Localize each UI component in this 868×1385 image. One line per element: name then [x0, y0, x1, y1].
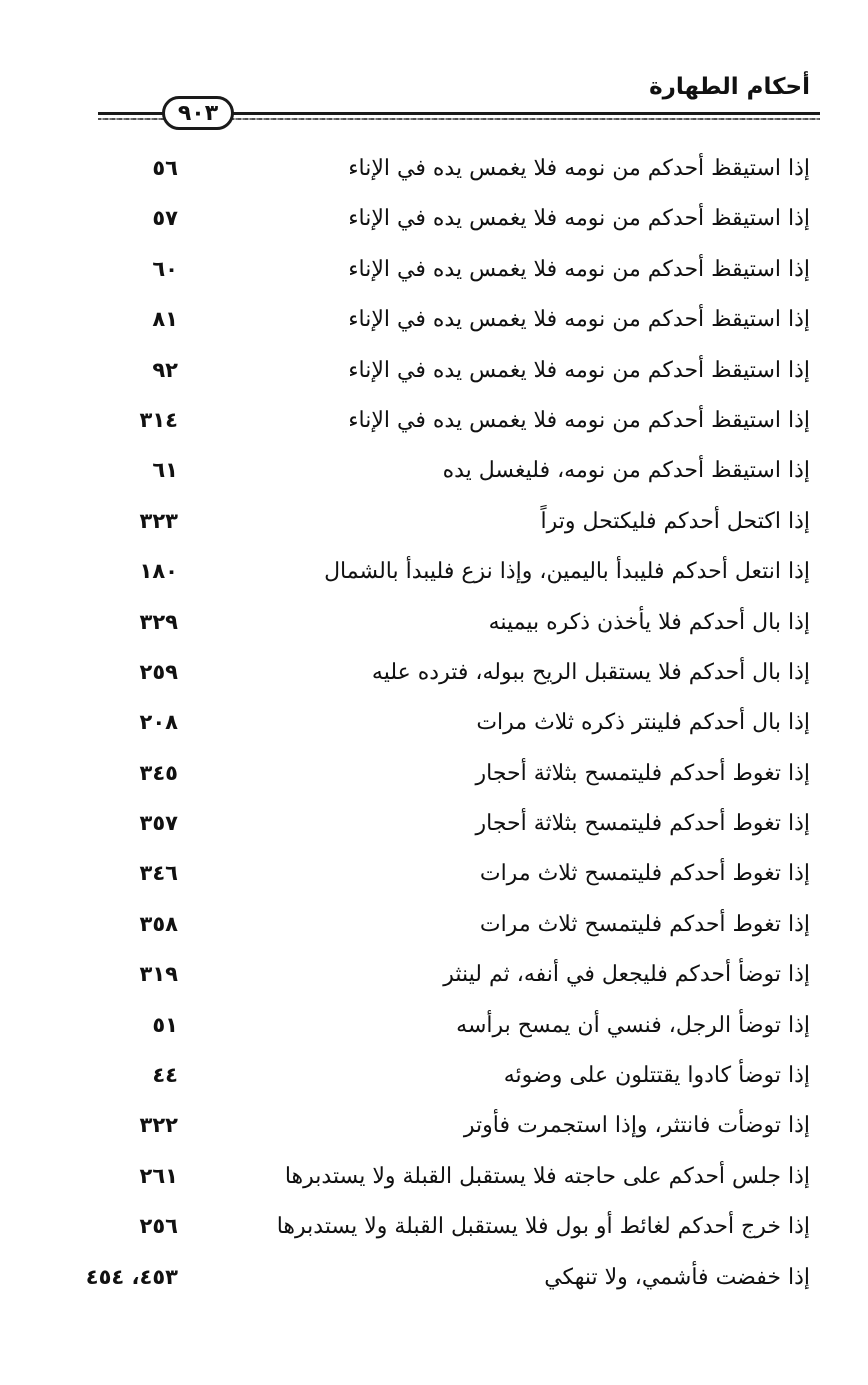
entry-text: إذا خفضت فأشمي، ولا تنهكي — [544, 1264, 810, 1290]
entry-text: إذا استيقظ أحدكم من نومه فلا يغمس يده في الإناء — [348, 407, 810, 433]
index-entry — [0, 1057, 868, 1107]
index-entry — [0, 553, 868, 603]
page-header — [92, 70, 820, 130]
index-entry — [0, 251, 868, 301]
entry-text: إذا خرج أحدكم لغائط أو بول فلا يستقبل القبلة ولا يستدبرها — [276, 1214, 810, 1240]
entry-text: إذا توضأت فانتثر، وإذا استجمرت فأوتر — [463, 1113, 810, 1139]
entry-text: إذا استيقظ أحدكم من نومه فلا يغمس يده في الإناء — [348, 156, 810, 181]
index-entry — [0, 1208, 868, 1258]
index-entry — [0, 1107, 868, 1157]
running-title: أحكام الطهارة — [649, 74, 810, 100]
entry-text: إذا استيقظ أحدكم من نومه فلا يغمس يده في الإناء — [348, 206, 810, 232]
entry-page-number: ٢٥٩ — [139, 659, 178, 684]
entry-page-number: ٣٥٧ — [139, 811, 178, 836]
entry-text: إذا بال أحدكم فلا يستقبل الريح ببوله، فترده عليه — [371, 659, 810, 685]
entry-page-number: ٩٢ — [152, 357, 178, 382]
index-entry — [0, 604, 868, 654]
entry-page-number: ٣٢٩ — [139, 609, 178, 634]
entry-page-number: ٣٢٣ — [139, 508, 178, 533]
index-entry — [0, 805, 868, 855]
entry-text: إذا توضأ أحدكم فليجعل في أنفه، ثم لينثر — [443, 962, 810, 988]
entry-page-number: ٣٥٨ — [139, 911, 178, 936]
entry-page-number: ٣٤٦ — [139, 861, 178, 886]
entry-page-number: ٦١ — [152, 458, 178, 483]
index-entry — [0, 755, 868, 805]
entry-page-number: ٥٧ — [152, 206, 178, 231]
entry-page-number: ٤٥٣، ٤٥٤ — [85, 1264, 178, 1289]
entry-page-number: ٨١ — [152, 307, 178, 332]
entry-page-number: ٣٢٢ — [139, 1113, 178, 1138]
index-entry — [0, 704, 868, 754]
entry-text: إذا توضأ كادوا يقتتلون على وضوئه — [503, 1063, 810, 1089]
entry-text: إذا تغوط أحدكم فليتمسح بثلاثة أحجار — [475, 760, 810, 786]
index-entry — [0, 1259, 868, 1309]
entry-page-number: ٣١٩ — [139, 962, 178, 987]
entry-page-number: ٥٦ — [152, 156, 178, 180]
entry-page-number: ٣١٤ — [139, 407, 178, 432]
entry-page-number: ٦٠ — [152, 256, 178, 281]
index-entry — [0, 452, 868, 502]
index-entry — [0, 352, 868, 402]
entry-text: إذا تغوط أحدكم فليتمسح ثلاث مرات — [479, 861, 810, 887]
hadith-index-list — [0, 150, 868, 1309]
page-number-badge: ٩٠٣ — [162, 96, 234, 130]
index-entry — [0, 200, 868, 250]
entry-text: إذا تغوط أحدكم فليتمسح ثلاث مرات — [479, 911, 810, 937]
entry-page-number: ١٨٠ — [139, 559, 178, 584]
entry-text: إذا اكتحل أحدكم فليكتحل وتراً — [540, 508, 810, 534]
entry-page-number: ٢٠٨ — [139, 710, 178, 735]
index-entry — [0, 503, 868, 553]
index-entry — [0, 301, 868, 351]
entry-text: إذا استيقظ أحدكم من نومه، فليغسل يده — [442, 458, 810, 484]
index-entry — [0, 402, 868, 452]
entry-text: إذا استيقظ أحدكم من نومه فلا يغمس يده في الإناء — [348, 256, 810, 282]
entry-text: إذا انتعل أحدكم فليبدأ باليمين، وإذا نزع فليبدأ بالشمال — [324, 559, 810, 585]
index-entry — [0, 1158, 868, 1208]
entry-page-number: ٢٦١ — [139, 1163, 178, 1188]
entry-page-number: ٤٤ — [152, 1063, 178, 1088]
entry-page-number: ٥١ — [152, 1012, 178, 1037]
index-entry — [0, 906, 868, 956]
index-entry — [0, 654, 868, 704]
entry-page-number: ٣٤٥ — [139, 760, 178, 785]
entry-text: إذا جلس أحدكم على حاجته فلا يستقبل القبلة ولا يستدبرها — [284, 1163, 810, 1189]
index-entry — [0, 956, 868, 1006]
entry-text: إذا بال أحدكم فلينتر ذكره ثلاث مرات — [476, 710, 810, 736]
index-entry — [0, 1007, 868, 1057]
entry-text: إذا تغوط أحدكم فليتمسح بثلاثة أحجار — [475, 811, 810, 837]
entry-text: إذا استيقظ أحدكم من نومه فلا يغمس يده في الإناء — [348, 357, 810, 383]
entry-page-number: ٢٥٦ — [139, 1214, 178, 1239]
index-entry — [0, 855, 868, 905]
index-entry — [0, 150, 868, 200]
entry-text: إذا توضأ الرجل، فنسي أن يمسح برأسه — [456, 1012, 810, 1038]
entry-text: إذا بال أحدكم فلا يأخذن ذكره بيمينه — [488, 609, 810, 635]
entry-text: إذا استيقظ أحدكم من نومه فلا يغمس يده في الإناء — [348, 307, 810, 333]
